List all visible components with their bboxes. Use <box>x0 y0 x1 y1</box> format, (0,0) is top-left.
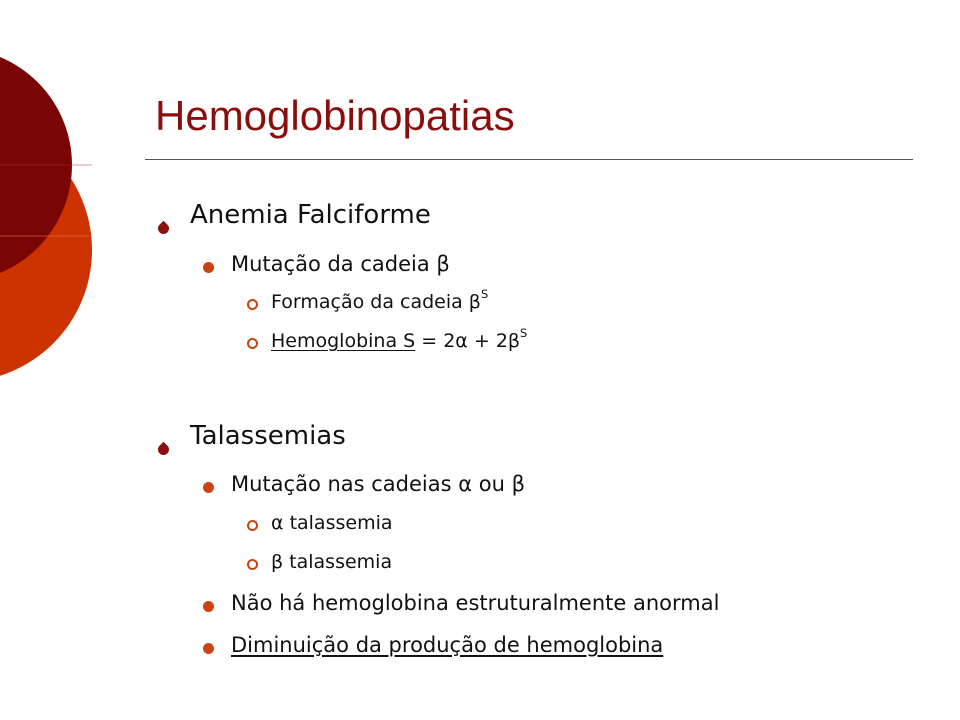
ring-bullet-icon <box>247 299 258 310</box>
section-heading: Anemia Falciforme <box>190 200 431 230</box>
dot-bullet-icon <box>203 601 214 612</box>
title-underline-rule <box>145 159 913 160</box>
sub-list-item: α talassemia <box>271 512 393 534</box>
sub-list-item <box>271 326 528 352</box>
drop-bullet-icon <box>156 221 172 237</box>
list-item: Mutação da cadeia β <box>231 252 450 276</box>
ring-bullet-icon <box>247 520 258 531</box>
superscript: S <box>480 287 489 302</box>
dot-bullet-icon <box>203 262 214 273</box>
superscript: S <box>520 326 528 341</box>
slide-title: Hemoglobinopatias <box>155 92 515 139</box>
dot-bullet-icon <box>203 643 214 654</box>
list-item: Mutação nas cadeias α ou β <box>231 472 525 496</box>
sub-list-item-text: = 2α + 2β <box>415 330 521 352</box>
hyperlink-text[interactable]: Hemoglobina S <box>271 330 416 352</box>
sub-list-item <box>271 287 489 313</box>
ring-bullet-icon <box>247 559 258 570</box>
hyperlink-list-item[interactable]: Diminuição da produção de hemoglobina <box>231 633 664 657</box>
section-heading: Talassemias <box>190 421 346 451</box>
dot-bullet-icon <box>203 482 214 493</box>
sub-list-item-text: Formação da cadeia β <box>271 291 481 313</box>
drop-bullet-icon <box>156 442 172 458</box>
sub-list-item: β talassemia <box>271 551 393 573</box>
slide-decoration <box>0 0 100 380</box>
list-item: Não há hemoglobina estruturalmente anormal <box>231 591 720 615</box>
ring-bullet-icon <box>247 338 258 349</box>
